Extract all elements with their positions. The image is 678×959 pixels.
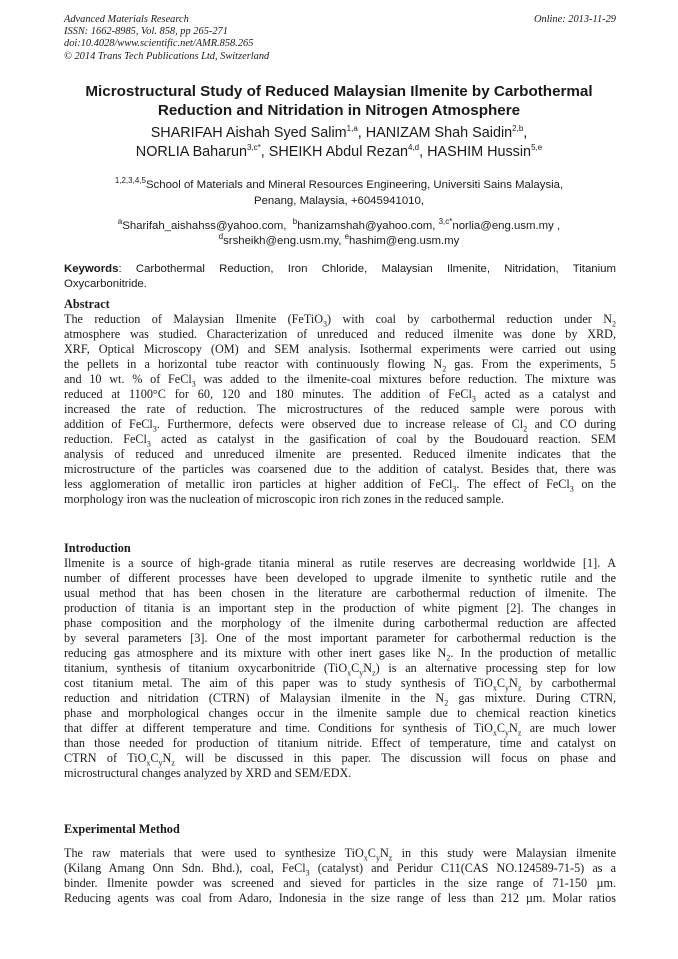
method-line: (Kilang Amang Onn Sdn. Bhd.), coal, FeCl$_3$ (catalyst) and Peridur C11(CAS NO.124589-71-5) as a xyxy=(64,861,617,878)
title-line-2: Reduction and Nitridation in Nitrogen Atmosphere xyxy=(157,102,521,119)
email-list xyxy=(40,219,638,249)
running-header xyxy=(64,14,616,63)
abstract-line: morphology iron was the nucleation of microscopic iron rich zones in the reduced sample. xyxy=(64,492,504,506)
online-date: Online: 2013-11-29 xyxy=(533,14,616,25)
keywords-line-1 xyxy=(64,262,616,277)
intro-line: cost titanium metal. The aim of this paper was to study synthesis of $TiO_xC_yN_z$ by carbothermal xyxy=(64,676,617,693)
author-name: SHARIFAH Aishah Syed Salim xyxy=(150,125,347,141)
email-address: hanizamshah@yahoo.com, xyxy=(297,220,436,232)
email-line-1 xyxy=(40,219,638,234)
journal-name: Advanced Materials Research xyxy=(64,14,189,25)
keywords-line-2: Oxycarbonitride. xyxy=(64,278,147,290)
abstract-heading: Abstract xyxy=(64,297,110,311)
paper-title xyxy=(40,82,638,120)
abstract-line: the pellets in a horizontal tube reactor with continuously flowing $N_2$ gas. From the experiments, 5 xyxy=(64,357,616,374)
intro-line: by several parameters [3]. One of the most important parameter for carbothermal reduction is the xyxy=(64,631,616,645)
intro-line: reducing gas atmosphere and its mixture with other inert gases like $N_2$. In the production of metallic xyxy=(64,646,616,663)
email-address: srsheikh@eng.usm.my, xyxy=(223,235,342,247)
keywords-label: Keywords xyxy=(64,263,119,275)
method-line: binder. Ilmenite powder was screened and sieved for particles in the size range of 71-150 µm. xyxy=(64,876,616,890)
intro-line: production of titania is an important step in the production of white pigment [2]. The changes in xyxy=(64,601,616,615)
author-name: HASHIM Hussin xyxy=(427,144,532,160)
abstract-line: atmosphere was studied. Characterization of unreduced and reduced ilmenite was done by XRD, xyxy=(64,327,616,341)
abstract-line: less agglomeration of metallic iron particles at higher addition of FeCl$_3$. The effect of FeCl$_3$ on the xyxy=(64,477,617,494)
abstract-line: analysis of reduced and unreduced ilmenite are presented. Reduced ilmenite indicates that the xyxy=(64,447,616,461)
affiliation-text: School of Materials and Mineral Resources Engineering, Universiti Sains Malaysia, xyxy=(145,179,564,191)
abstract-line: microstructure of the particles was coarsened due to the addition of catalyst. Besides that, there was xyxy=(64,462,616,476)
affiliation-line-1 xyxy=(40,177,638,193)
email-sup: a xyxy=(117,217,123,227)
copyright-line: © 2014 Trans Tech Publications Ltd, Switzerland xyxy=(64,50,270,62)
intro-line: microstructural changes analyzed by XRD and SEM/EDX. xyxy=(64,766,352,780)
method-line: The raw materials that were used to synthesize $TiO_xC_yN_z$ in this study were Malaysian ilmenite xyxy=(64,846,616,863)
author-sup: 2,b xyxy=(512,124,524,134)
author-name: SHEIKH Abdul Rezan xyxy=(268,144,408,160)
abstract-line: reduced at 1100°C for 60, 120 and 180 minutes. The addition of FeCl$_3$ acted as a catalyst and xyxy=(64,387,617,404)
author-line-1: SHARIFAH Aishah Syed Salim$^{1,a}$, HANIZAM Shah Saidin$^{2,b}$, xyxy=(150,124,528,141)
introduction-heading: Introduction xyxy=(64,541,131,555)
email-line-2 xyxy=(40,234,638,249)
abstract-line: increased the rate of reduction. The microstructures of the reduced sample were porous with xyxy=(64,402,616,416)
email-address: Sharifah_aishahss@yahoo.com, xyxy=(122,220,287,232)
email-sup: 3,c* xyxy=(438,217,453,227)
intro-line: phase and morphological changes occur in the ilmenite sample due to chemical reaction kinetics xyxy=(64,706,616,720)
author-name: HANIZAM Shah Saidin xyxy=(365,125,513,141)
author-list xyxy=(40,124,638,162)
author-sup: 1,a xyxy=(346,124,358,134)
experimental-method-body xyxy=(64,846,616,906)
intro-line: than those needed for production of titanium nitride. Effect of temperature, time and catalyst on xyxy=(64,736,616,750)
doi-line: doi:10.4028/www.scientific.net/AMR.858.265 xyxy=(64,38,254,50)
title-line-1: Microstructural Study of Reduced Malaysian Ilmenite by Carbothermal xyxy=(85,83,593,100)
author-name: NORLIA Baharun xyxy=(135,144,247,160)
keywords-block xyxy=(64,262,616,292)
abstract-line: XRF, Optical Microscopy (OM) and SEM analysis. Isothermal experiments were carried out using xyxy=(64,342,616,356)
affiliation xyxy=(40,177,638,209)
method-line: Reducing agents was coal from Adaro, Indonesia in the size range of less than 212 µm. Molar ratios xyxy=(64,891,616,905)
email-sup: e xyxy=(344,232,350,242)
intro-line: CTRN of $TiO_xC_yN_z$ will be discussed in this paper. The discussion will focus on phase and xyxy=(64,751,617,768)
author-sup: 4,d xyxy=(407,143,420,153)
email-sup: d xyxy=(218,232,224,242)
intro-line: phase composition and the morphology of the ilmenite during carbothermal reduction are affected xyxy=(64,616,616,630)
abstract-line: addition of FeCl$_3$. Furthermore, defects were observed due to increase release of $Cl_2$ and CO during xyxy=(64,417,616,434)
author-line-2: NORLIA Baharun$^{3,c*}$, SHEIKH Abdul Rezan$^{4,d}$, HASHIM Hussin$^{5,e}$ xyxy=(135,143,543,160)
abstract-line: reduction. FeCl$_3$ acted as catalyst in the gasification of coal by the Boudouard reaction. SEM xyxy=(64,432,616,449)
intro-line: reduction and nitridation (CTRN) of Malaysian ilmenite in the $N_2$ gas mixture. During CTRN, xyxy=(64,691,616,708)
intro-line: Ilmenite is a source of high-grade titania mineral as rutile reserves are decreasing worldwide [1]. A xyxy=(64,556,616,570)
email-address: hashim@eng.usm.my xyxy=(349,235,460,247)
issn-line: ISSN: 1662-8985, Vol. 858, pp 265-271 xyxy=(64,26,228,38)
intro-line: usual method that has been chosen in the literature are carbothermal reduction of ilmenite. The xyxy=(64,586,616,600)
email-sup: b xyxy=(292,217,298,227)
abstract-body xyxy=(64,312,616,507)
intro-line: number of different processes have been developed to upgrade ilmenite to synthetic rutile and the xyxy=(64,571,616,585)
abstract-line: The reduction of Malaysian Ilmenite (FeTiO$_3$) with coal by carbothermal reduction under $N_2$ xyxy=(64,312,617,329)
author-sup: 3,c* xyxy=(247,143,261,153)
affiliation-sup: 1,2,3,4,5 xyxy=(114,176,146,186)
intro-line: titanium, synthesis of titanium oxycarbonitride $(TiO_xC_yN_z)$ is an alternative processing step for low xyxy=(64,661,616,678)
author-sup: 5,e xyxy=(531,143,543,153)
keywords-text: : Carbothermal Reduction, Iron Chloride, Malaysian Ilmenite, Nitridation, Titanium xyxy=(118,263,616,275)
abstract-line: and 10 wt. % of FeCl$_3$ was added to the ilmenite-coal mixtures before reduction. The mixture was xyxy=(64,372,616,389)
introduction-body xyxy=(64,556,616,781)
affiliation-line-2: Penang, Malaysia, +6045941010, xyxy=(253,195,425,207)
experimental-method-heading: Experimental Method xyxy=(64,822,180,836)
email-address: norlia@eng.usm.my , xyxy=(452,220,561,232)
intro-line: that differ at different temperature and time. Conditions for synthesis of $TiO_xC_yN_z$ are much lower xyxy=(64,721,616,738)
